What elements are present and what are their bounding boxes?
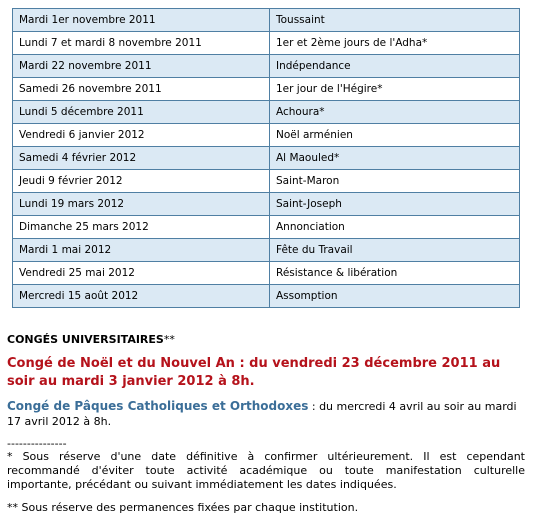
christmas-break: Congé de Noël et du Nouvel An : du vendredi 23 décembre 2011 au soir au mardi 3 janvier 2012 à 8h. bbox=[7, 356, 501, 389]
table-row bbox=[13, 147, 520, 170]
divider-line: --------------- bbox=[7, 437, 67, 450]
holiday-name: Saint-Maron bbox=[270, 170, 520, 193]
holidays-table bbox=[12, 8, 520, 308]
table-row bbox=[13, 78, 520, 101]
holiday-name: Saint-Joseph bbox=[270, 193, 520, 216]
section-title-text: CONGÉS UNIVERSITAIRES bbox=[7, 333, 164, 346]
table-row bbox=[13, 55, 520, 78]
holiday-date: Mercredi 15 août 2012 bbox=[13, 285, 270, 308]
holidays-table-body bbox=[13, 9, 520, 308]
holiday-date: Mardi 1 mai 2012 bbox=[13, 239, 270, 262]
section-title-stars: ** bbox=[163, 333, 175, 346]
table-row bbox=[13, 193, 520, 216]
holiday-date: Vendredi 6 janvier 2012 bbox=[13, 124, 270, 147]
holiday-name: 1er et 2ème jours de l'Adha* bbox=[270, 32, 520, 55]
table-row bbox=[13, 285, 520, 308]
holiday-date: Lundi 7 et mardi 8 novembre 2011 bbox=[13, 32, 270, 55]
holiday-date: Lundi 5 décembre 2011 bbox=[13, 101, 270, 124]
holiday-date: Lundi 19 mars 2012 bbox=[13, 193, 270, 216]
holiday-name: Résistance & libération bbox=[270, 262, 520, 285]
holiday-date: Vendredi 25 mai 2012 bbox=[13, 262, 270, 285]
holiday-name: Achoura* bbox=[270, 101, 520, 124]
holiday-name: Annonciation bbox=[270, 216, 520, 239]
table-row bbox=[13, 170, 520, 193]
table-row bbox=[13, 216, 520, 239]
easter-break-label: Congé de Pâques Catholiques et Orthodoxes bbox=[7, 399, 309, 413]
holiday-name: Indépendance bbox=[270, 55, 520, 78]
holiday-name: Toussaint bbox=[270, 9, 520, 32]
holiday-date: Dimanche 25 mars 2012 bbox=[13, 216, 270, 239]
footnote-double-star: ** Sous réserve des permanences fixées par chaque institution. bbox=[7, 501, 359, 514]
holiday-date: Mardi 1er novembre 2011 bbox=[13, 9, 270, 32]
holiday-date: Mardi 22 novembre 2011 bbox=[13, 55, 270, 78]
holiday-date: Samedi 4 février 2012 bbox=[13, 147, 270, 170]
footnote-single-star: * Sous réserve d'une date définitive à confirmer ultérieurement. Il est cependant recommandé d'éviter toute activité académique ou toute manifestation culturelle importante, précédant ou suivant immédiatement les dates indiquées. bbox=[7, 450, 525, 491]
holiday-date: Samedi 26 novembre 2011 bbox=[13, 78, 270, 101]
table-row bbox=[13, 32, 520, 55]
table-row bbox=[13, 124, 520, 147]
easter-break bbox=[7, 399, 527, 429]
holiday-name: Al Maouled* bbox=[270, 147, 520, 170]
easter-break-text: : du mercredi 4 avril au soir au mardi 17 avril 2012 à 8h. bbox=[7, 400, 517, 428]
table-row bbox=[13, 9, 520, 32]
section-title bbox=[7, 333, 175, 346]
table-row bbox=[13, 239, 520, 262]
table-row bbox=[13, 262, 520, 285]
holiday-name: Fête du Travail bbox=[270, 239, 520, 262]
holiday-name: Noël arménien bbox=[270, 124, 520, 147]
holiday-name: Assomption bbox=[270, 285, 520, 308]
table-row bbox=[13, 101, 520, 124]
holiday-date: Jeudi 9 février 2012 bbox=[13, 170, 270, 193]
holiday-name: 1er jour de l'Hégire* bbox=[270, 78, 520, 101]
